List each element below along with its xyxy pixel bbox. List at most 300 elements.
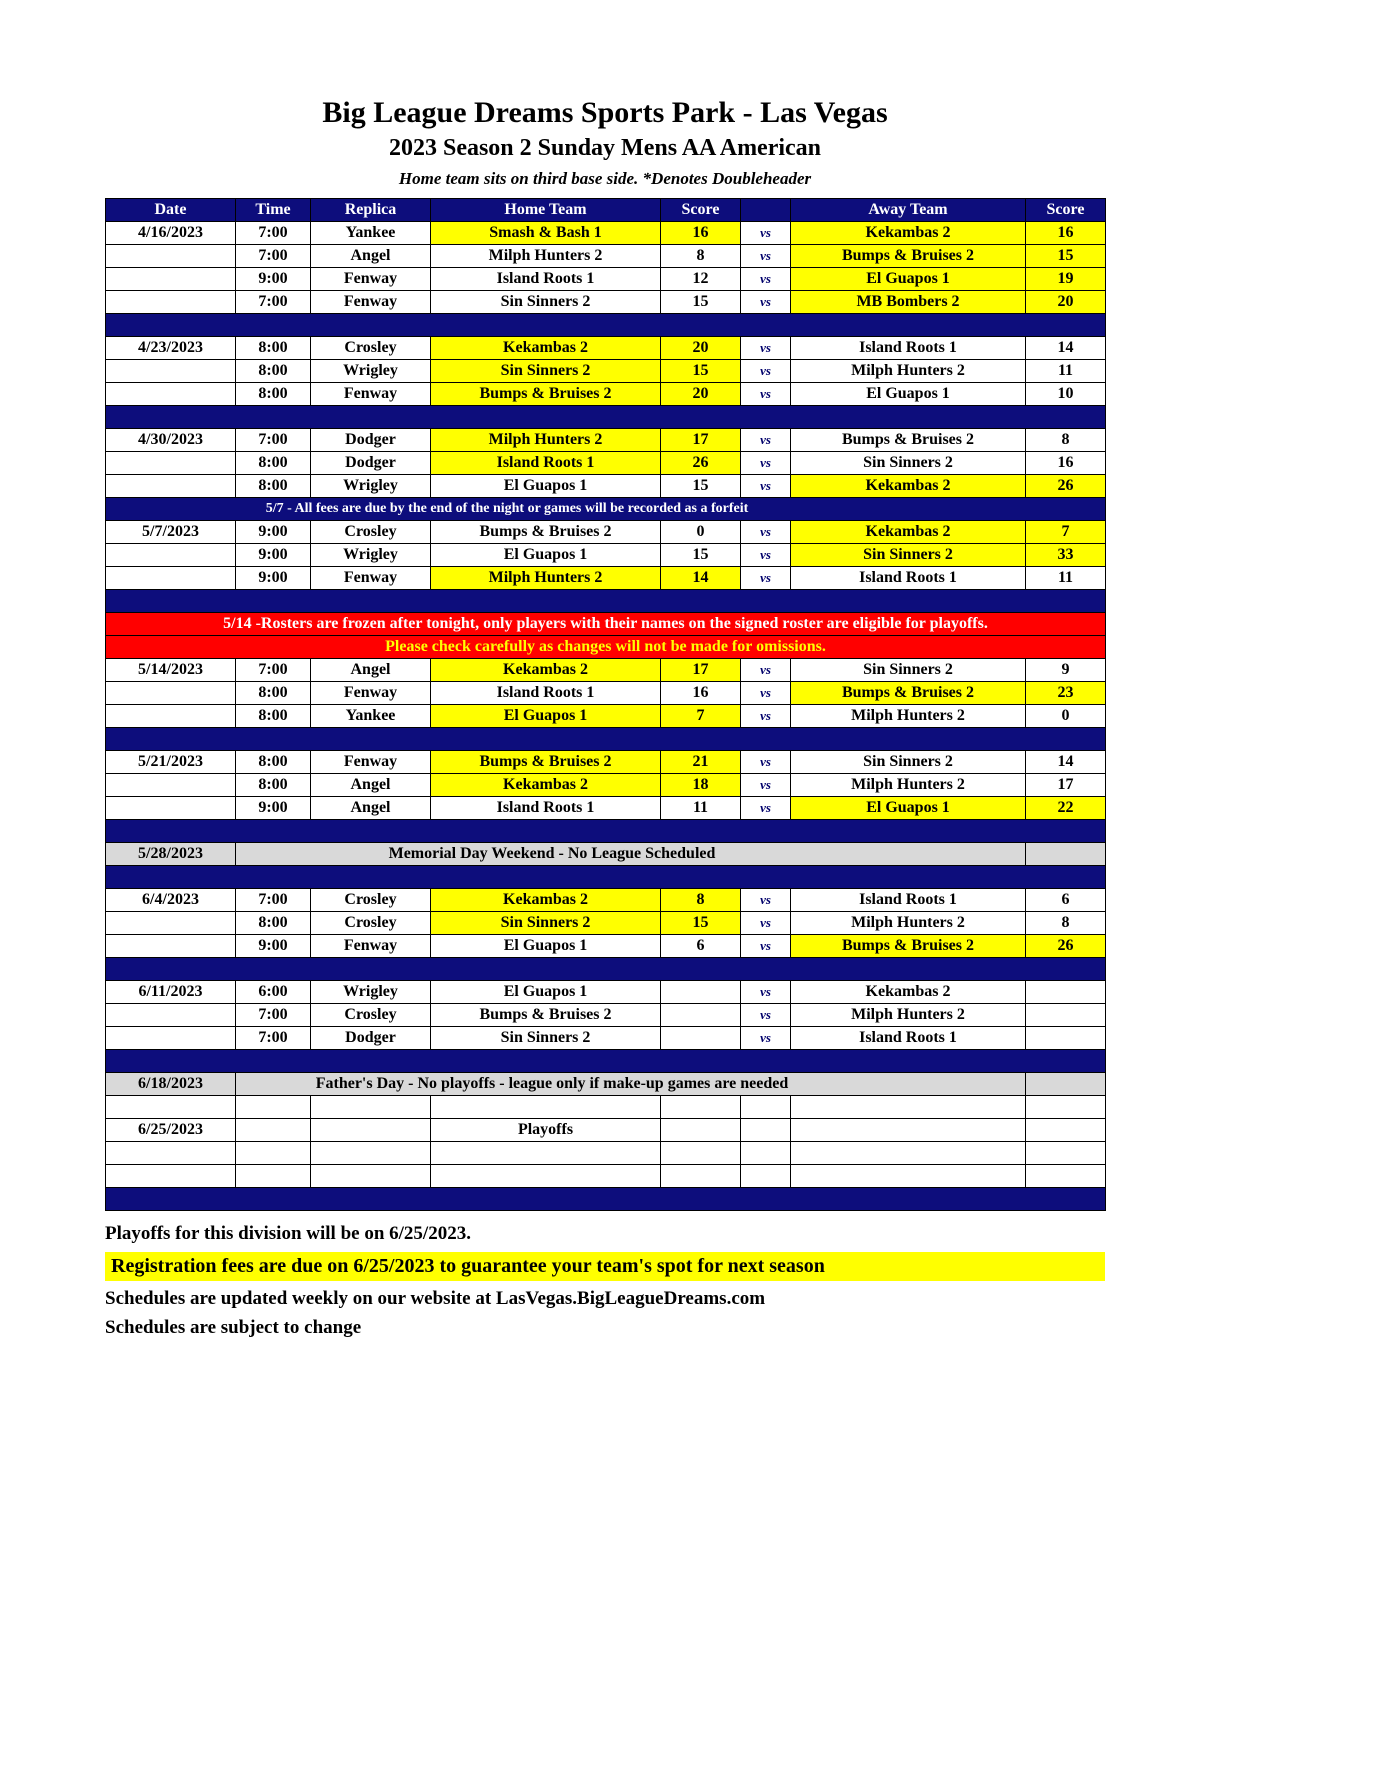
game-row [106,452,1106,475]
home-score-cell: 16 [661,222,741,245]
home-team-cell: Kekambas 2 [431,889,661,912]
away-score-cell: 9 [1026,659,1106,682]
date-cell [106,452,236,475]
vs-cell: vs [741,383,791,406]
game-row [106,751,1106,774]
date-cell: 5/7/2023 [106,521,236,544]
separator-row [106,1050,1106,1073]
away-score-cell [1026,981,1106,1004]
home-team-cell [431,1096,661,1119]
vs-cell: vs [741,774,791,797]
home-score-cell [661,1027,741,1050]
replica-cell: Dodger [311,1027,431,1050]
separator-row [106,406,1106,429]
game-row [106,981,1106,1004]
date-cell [106,797,236,820]
game-row [106,337,1106,360]
vs-cell: vs [741,268,791,291]
vs-cell: vs [741,659,791,682]
vs-cell: vs [741,682,791,705]
away-team-cell: Milph Hunters 2 [791,912,1026,935]
replica-cell: Crosley [311,912,431,935]
away-score-cell: 22 [1026,797,1106,820]
home-score-cell: 7 [661,705,741,728]
date-cell: 5/28/2023 [106,843,236,866]
home-score-cell: 16 [661,682,741,705]
away-score-cell [1026,843,1106,866]
home-score-cell: 11 [661,797,741,820]
date-cell [106,682,236,705]
time-cell: 9:00 [236,797,311,820]
plain-row [106,1165,1106,1188]
separator-row [106,958,1106,981]
away-score-cell: 14 [1026,751,1106,774]
date-cell [106,1096,236,1119]
replica-cell: Crosley [311,521,431,544]
away-team-cell: Sin Sinners 2 [791,544,1026,567]
away-team-cell [791,1096,1026,1119]
replica-cell: Fenway [311,935,431,958]
home-team-cell [431,1142,661,1165]
away-team-cell: Island Roots 1 [791,889,1026,912]
page-title: Big League Dreams Sports Park - Las Vegas [322,96,888,129]
game-row [106,360,1106,383]
home-team-cell: Bumps & Bruises 2 [431,751,661,774]
away-score-cell: 11 [1026,360,1106,383]
replica-cell: Yankee [311,222,431,245]
time-cell [236,1142,311,1165]
time-cell: 8:00 [236,337,311,360]
vs-cell: vs [741,429,791,452]
replica-cell: Angel [311,797,431,820]
time-cell: 9:00 [236,268,311,291]
away-team-cell: Milph Hunters 2 [791,774,1026,797]
date-cell: 6/25/2023 [106,1119,236,1142]
away-team-cell: Sin Sinners 2 [791,452,1026,475]
replica-cell: Angel [311,774,431,797]
holiday-notice-text: Memorial Day Weekend - No League Scheduled [236,843,1026,866]
plain-row [106,1142,1106,1165]
separator-bar [106,958,1106,981]
replica-cell: Fenway [311,268,431,291]
home-score-cell: 15 [661,475,741,498]
time-cell: 7:00 [236,429,311,452]
header-row [106,199,1106,222]
home-team-cell: Kekambas 2 [431,659,661,682]
vs-cell: vs [741,544,791,567]
date-cell [106,567,236,590]
game-row [106,245,1106,268]
game-row [106,682,1106,705]
plain-row [106,1119,1106,1142]
time-cell: 8:00 [236,452,311,475]
away-team-cell: Island Roots 1 [791,1027,1026,1050]
away-team-cell: El Guapos 1 [791,797,1026,820]
home-score-cell: 15 [661,912,741,935]
time-cell: 7:00 [236,222,311,245]
vs-cell [741,1096,791,1119]
date-cell [106,1004,236,1027]
game-row [106,383,1106,406]
away-team-cell [791,1165,1026,1188]
date-cell: 6/11/2023 [106,981,236,1004]
separator-bar [106,1050,1106,1073]
registration-fee-banner: Registration fees are due on 6/25/2023 to guarantee your team's spot for next season [105,1252,1105,1281]
home-score-cell: 21 [661,751,741,774]
away-team-cell: Island Roots 1 [791,567,1026,590]
home-team-cell: Island Roots 1 [431,452,661,475]
home-team-cell: Island Roots 1 [431,268,661,291]
home-team-cell: Sin Sinners 2 [431,1027,661,1050]
away-score-cell: 17 [1026,774,1106,797]
time-cell: 9:00 [236,521,311,544]
time-cell: 9:00 [236,544,311,567]
replica-cell [311,1142,431,1165]
date-cell: 6/4/2023 [106,889,236,912]
home-team-cell: Sin Sinners 2 [431,912,661,935]
away-score-cell [1026,1165,1106,1188]
separator-bar [106,1188,1106,1211]
time-cell: 8:00 [236,751,311,774]
time-cell [236,1165,311,1188]
date-cell [106,544,236,567]
home-score-cell: 17 [661,659,741,682]
separator-row [106,1188,1106,1211]
away-score-cell: 16 [1026,452,1106,475]
home-team-cell: Sin Sinners 2 [431,291,661,314]
vs-cell: vs [741,245,791,268]
plain-row [106,1096,1106,1119]
away-score-cell: 33 [1026,544,1106,567]
vs-cell: vs [741,475,791,498]
away-score-cell: 16 [1026,222,1106,245]
away-score-cell: 14 [1026,337,1106,360]
date-cell: 4/16/2023 [106,222,236,245]
replica-cell: Wrigley [311,981,431,1004]
time-cell: 7:00 [236,245,311,268]
date-cell [106,291,236,314]
home-team-cell: El Guapos 1 [431,475,661,498]
replica-cell: Dodger [311,452,431,475]
vs-cell: vs [741,751,791,774]
game-row [106,567,1106,590]
replica-cell: Yankee [311,705,431,728]
home-team-cell: Milph Hunters 2 [431,429,661,452]
home-team-cell: Playoffs [431,1119,661,1142]
away-team-cell: Bumps & Bruises 2 [791,682,1026,705]
separator-row [106,728,1106,751]
separator-bar [106,406,1106,429]
page-header [105,96,1105,189]
home-score-cell: 18 [661,774,741,797]
time-cell: 8:00 [236,705,311,728]
time-cell: 7:00 [236,659,311,682]
date-cell [106,1142,236,1165]
home-score-cell: 12 [661,268,741,291]
vs-cell [741,1119,791,1142]
home-score-cell: 17 [661,429,741,452]
home-score-cell: 6 [661,935,741,958]
away-team-cell: Kekambas 2 [791,521,1026,544]
home-team-cell: Kekambas 2 [431,337,661,360]
home-team-cell: El Guapos 1 [431,935,661,958]
holiday-notice-row [106,843,1106,866]
away-score-cell [1026,1119,1106,1142]
column-header: Score [1026,199,1106,222]
away-team-cell: El Guapos 1 [791,383,1026,406]
time-cell: 9:00 [236,935,311,958]
time-cell: 7:00 [236,1027,311,1050]
separator-bar [106,866,1106,889]
roster-alert-text: 5/14 -Rosters are frozen after tonight, only players with their names on the signed roster are eligible for playoffs. [106,613,1106,636]
home-team-cell: Sin Sinners 2 [431,360,661,383]
vs-cell: vs [741,935,791,958]
separator-bar [106,820,1106,843]
footer [105,1223,1115,1339]
replica-cell: Angel [311,245,431,268]
date-cell [106,360,236,383]
vs-cell: vs [741,337,791,360]
roster-alert-row [106,613,1106,636]
away-team-cell [791,1142,1026,1165]
away-score-cell: 15 [1026,245,1106,268]
game-row [106,659,1106,682]
time-cell: 8:00 [236,360,311,383]
vs-cell: vs [741,889,791,912]
replica-cell: Crosley [311,1004,431,1027]
home-score-cell [661,1165,741,1188]
replica-cell: Fenway [311,383,431,406]
date-cell [106,912,236,935]
home-score-cell: 15 [661,544,741,567]
away-score-cell: 20 [1026,291,1106,314]
date-cell [106,383,236,406]
home-team-cell: El Guapos 1 [431,705,661,728]
away-team-cell: Milph Hunters 2 [791,705,1026,728]
date-cell [106,475,236,498]
date-cell: 5/21/2023 [106,751,236,774]
replica-cell [311,1165,431,1188]
time-cell: 8:00 [236,774,311,797]
date-cell: 4/30/2023 [106,429,236,452]
home-team-cell: Milph Hunters 2 [431,245,661,268]
replica-cell: Fenway [311,751,431,774]
away-score-cell: 6 [1026,889,1106,912]
date-cell [106,268,236,291]
away-score-cell [1026,1027,1106,1050]
date-cell [106,935,236,958]
replica-cell: Angel [311,659,431,682]
game-row [106,1027,1106,1050]
replica-cell [311,1096,431,1119]
date-cell [106,1165,236,1188]
vs-cell: vs [741,360,791,383]
vs-cell: vs [741,981,791,1004]
game-row [106,705,1106,728]
away-team-cell: Milph Hunters 2 [791,1004,1026,1027]
column-header: Home Team [431,199,661,222]
replica-cell: Fenway [311,567,431,590]
replica-cell [311,1119,431,1142]
away-score-cell: 8 [1026,912,1106,935]
date-cell [106,245,236,268]
vs-cell [741,1165,791,1188]
game-row [106,521,1106,544]
time-cell [236,1119,311,1142]
date-cell [106,774,236,797]
time-cell: 8:00 [236,383,311,406]
away-score-cell [1026,1096,1106,1119]
away-team-cell: Kekambas 2 [791,981,1026,1004]
away-score-cell: 11 [1026,567,1106,590]
away-team-cell: Sin Sinners 2 [791,659,1026,682]
time-cell: 6:00 [236,981,311,1004]
replica-cell: Wrigley [311,475,431,498]
away-score-cell [1026,1004,1106,1027]
home-team-cell [431,1165,661,1188]
home-score-cell: 8 [661,245,741,268]
vs-cell: vs [741,705,791,728]
schedule-change-note: Schedules are subject to change [105,1317,362,1339]
home-team-cell: El Guapos 1 [431,544,661,567]
game-row [106,222,1106,245]
home-team-cell: Bumps & Bruises 2 [431,521,661,544]
home-team-cell: Kekambas 2 [431,774,661,797]
playoffs-date-note: Playoffs for this division will be on 6/25/2023. [105,1223,471,1245]
time-cell: 8:00 [236,682,311,705]
page-subtitle: 2023 Season 2 Sunday Mens AA American [388,134,822,161]
home-team-cell: Milph Hunters 2 [431,567,661,590]
game-row [106,1004,1106,1027]
column-header: Date [106,199,236,222]
separator-row [106,866,1106,889]
separator-bar [106,590,1106,613]
time-cell: 7:00 [236,291,311,314]
game-row [106,268,1106,291]
home-score-cell: 14 [661,567,741,590]
home-team-cell: Bumps & Bruises 2 [431,383,661,406]
date-cell [106,705,236,728]
vs-cell [741,1142,791,1165]
away-score-cell: 26 [1026,475,1106,498]
away-team-cell: Sin Sinners 2 [791,751,1026,774]
away-team-cell: Kekambas 2 [791,475,1026,498]
away-team-cell: Island Roots 1 [791,337,1026,360]
replica-cell: Wrigley [311,544,431,567]
separator-row [106,820,1106,843]
home-team-cell: Island Roots 1 [431,797,661,820]
away-team-cell: MB Bombers 2 [791,291,1026,314]
fees-notice-text: 5/7 - All fees are due by the end of the night or games will be recorded as a forfeit [106,498,1106,521]
fees-notice-row [106,498,1106,521]
home-team-cell: Island Roots 1 [431,682,661,705]
game-row [106,912,1106,935]
home-side-note: Home team sits on third base side. *Denotes Doubleheader [398,169,812,189]
date-cell: 5/14/2023 [106,659,236,682]
replica-cell: Crosley [311,337,431,360]
away-team-cell: Kekambas 2 [791,222,1026,245]
separator-bar [106,728,1106,751]
game-row [106,889,1106,912]
game-row [106,291,1106,314]
replica-cell: Wrigley [311,360,431,383]
column-header: Score [661,199,741,222]
date-cell: 4/23/2023 [106,337,236,360]
home-score-cell: 15 [661,360,741,383]
replica-cell: Fenway [311,291,431,314]
home-score-cell [661,1096,741,1119]
vs-cell: vs [741,1004,791,1027]
away-score-cell: 7 [1026,521,1106,544]
away-score-cell: 23 [1026,682,1106,705]
roster-alert-row [106,636,1106,659]
game-row [106,935,1106,958]
time-cell: 7:00 [236,1004,311,1027]
home-score-cell [661,981,741,1004]
home-score-cell [661,1119,741,1142]
home-team-cell: El Guapos 1 [431,981,661,1004]
away-score-cell: 26 [1026,935,1106,958]
time-cell: 7:00 [236,889,311,912]
vs-cell: vs [741,567,791,590]
home-score-cell: 20 [661,383,741,406]
game-row [106,544,1106,567]
away-team-cell: Bumps & Bruises 2 [791,429,1026,452]
home-team-cell: Smash & Bash 1 [431,222,661,245]
time-cell [236,1096,311,1119]
away-score-cell: 10 [1026,383,1106,406]
separator-bar [106,314,1106,337]
away-score-cell [1026,1142,1106,1165]
date-cell: 6/18/2023 [106,1073,236,1096]
vs-cell: vs [741,912,791,935]
away-team-cell: Bumps & Bruises 2 [791,935,1026,958]
column-header: Away Team [791,199,1026,222]
vs-cell: vs [741,1027,791,1050]
game-row [106,429,1106,452]
away-team-cell: Bumps & Bruises 2 [791,245,1026,268]
home-team-cell: Bumps & Bruises 2 [431,1004,661,1027]
time-cell: 9:00 [236,567,311,590]
website-note: Schedules are updated weekly on our website at LasVegas.BigLeagueDreams.com [105,1288,766,1310]
replica-cell: Fenway [311,682,431,705]
date-cell [106,1027,236,1050]
game-row [106,797,1106,820]
vs-cell: vs [741,222,791,245]
vs-cell: vs [741,521,791,544]
vs-cell: vs [741,452,791,475]
away-team-cell: El Guapos 1 [791,268,1026,291]
column-header [741,199,791,222]
home-score-cell: 0 [661,521,741,544]
away-score-cell [1026,1073,1106,1096]
replica-cell: Dodger [311,429,431,452]
home-score-cell: 26 [661,452,741,475]
time-cell: 8:00 [236,475,311,498]
separator-row [106,314,1106,337]
home-score-cell: 8 [661,889,741,912]
game-row [106,475,1106,498]
holiday-notice-text: Father's Day - No playoffs - league only if make-up games are needed [236,1073,1026,1096]
schedule-table [105,198,1106,1211]
replica-cell: Crosley [311,889,431,912]
vs-cell: vs [741,291,791,314]
column-header: Replica [311,199,431,222]
away-score-cell: 0 [1026,705,1106,728]
holiday-notice-row [106,1073,1106,1096]
away-team-cell [791,1119,1026,1142]
away-team-cell: Milph Hunters 2 [791,360,1026,383]
